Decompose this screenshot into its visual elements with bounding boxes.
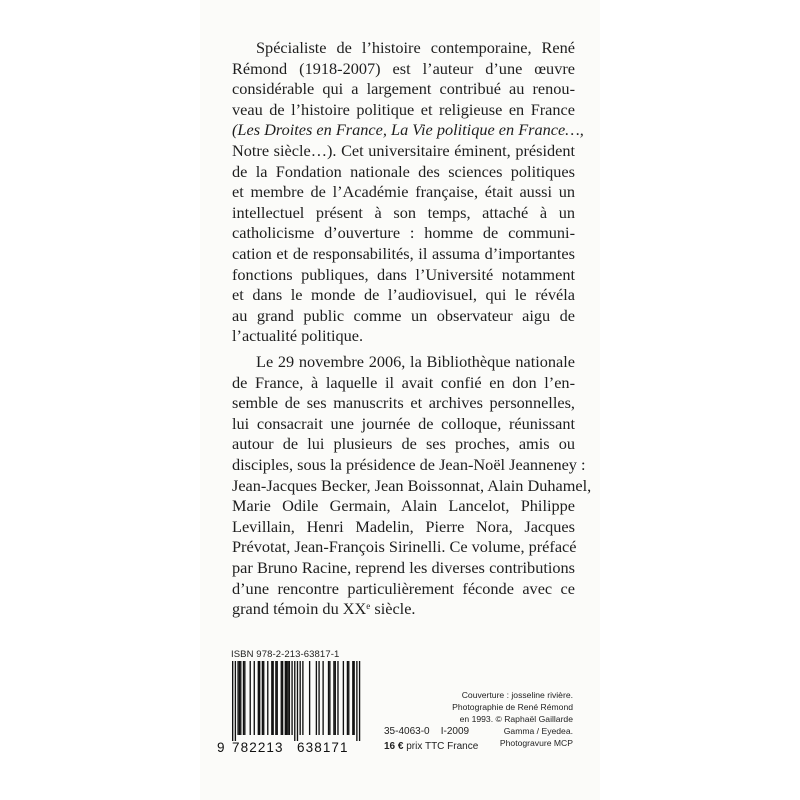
barcode-bar — [235, 661, 236, 741]
colloquium-paragraph — [232, 352, 592, 620]
barcode-bar — [263, 661, 264, 735]
text-line: Spécialiste de l’histoire contemporaine, René — [256, 38, 575, 57]
barcode-bar — [232, 661, 233, 741]
barcode-bar — [240, 661, 241, 735]
text-line: veau de l’histoire politique et religieuse en France — [232, 99, 575, 119]
text-line: Marie Odile Germain, Alain Lancelot, Philippe — [232, 496, 575, 516]
barcode-bar — [329, 661, 330, 735]
text-line: lui consacrait une journée de colloque, réunissant — [232, 413, 575, 433]
barcode-bar — [294, 661, 295, 741]
barcode-bar — [309, 661, 310, 735]
barcode-bar — [356, 661, 357, 741]
text-line: disciples, sous la présidence de Jean-Noël Jeanneney : — [232, 454, 586, 474]
barcode-bar — [316, 661, 317, 735]
price-value: 16 € — [384, 741, 404, 752]
text-line: autour de lui plusieurs de ses proches, amis ou — [232, 434, 575, 454]
barcode-bar — [328, 661, 329, 735]
text-line: semble de ses manuscrits et archives personnelles, — [232, 393, 575, 413]
text-line-last — [232, 599, 575, 620]
barcode-bar — [352, 661, 353, 735]
barcode-bar — [337, 661, 338, 735]
credit-line: Photographie de René Rémond — [452, 702, 573, 713]
biography-paragraph — [232, 38, 584, 347]
reference-code: 35-4063-0 — [384, 726, 430, 737]
barcode-bar — [291, 661, 292, 735]
barcode-first-digit: 9 — [217, 740, 225, 755]
barcode-bar — [271, 661, 272, 735]
barcode-bar — [267, 661, 268, 735]
barcode-bar — [343, 661, 344, 735]
barcode-bar — [243, 661, 244, 735]
barcode-bar — [239, 661, 240, 735]
barcode-bar — [335, 661, 336, 735]
text-fragment: siècle. — [370, 599, 416, 619]
text-line: Notre siècle…). Cet universitaire éminent, président — [232, 140, 575, 160]
century-superscript: e — [366, 601, 371, 612]
barcode-bar — [273, 661, 274, 735]
barcode-bar — [286, 661, 287, 735]
text-line: intellectuel présent à son temps, attaché à un — [232, 202, 575, 222]
barcode-bar — [277, 661, 278, 735]
barcode-bar — [250, 661, 251, 735]
barcode-bar — [300, 661, 301, 735]
barcode-bar — [322, 661, 323, 735]
barcode-bar — [244, 661, 245, 735]
text-line: d’une rencontre particulièrement féconde avec ce — [232, 578, 575, 598]
barcode-bar — [302, 661, 303, 735]
barcode-bar — [237, 661, 238, 735]
text-line-italic — [232, 120, 584, 141]
text-fragment: grand témoin du XX — [232, 599, 367, 619]
barcode-bar — [258, 661, 259, 735]
italic-titles: (Les Droites en France, La Vie politique en France…, — [232, 120, 584, 140]
text-line: Levillain, Henri Madelin, Pierre Nora, Jacques — [232, 516, 575, 536]
text-line: Rémond (1918-2007) est l’auteur d’une œuvre — [232, 58, 575, 78]
text-line: catholicisme d’ouverture : homme de communi- — [232, 223, 575, 243]
text-line: Le 29 novembre 2006, la Bibliothèque nationale — [256, 352, 575, 371]
barcode-bar — [347, 661, 348, 735]
text-line: considérable qui a largement contribué au renou- — [232, 79, 575, 99]
barcode-bar — [318, 661, 319, 735]
text-line: et membre de l’Académie française, était aussi un — [232, 182, 575, 202]
barcode-bar — [275, 661, 276, 735]
barcode-bar — [254, 661, 255, 735]
price-label: prix TTC France — [403, 741, 479, 752]
barcode-right-digits: 638171 — [297, 740, 349, 755]
text-line: par Bruno Racine, reprend les diverses contributions — [232, 557, 575, 577]
barcode-bar — [297, 661, 298, 741]
barcode-bar — [287, 661, 288, 735]
text-line: de la Fondation nationale des sciences politiques — [232, 161, 575, 181]
credit-line: Photogravure MCP — [499, 738, 573, 749]
barcode-bar — [359, 661, 360, 741]
barcode-left-digits: 782213 — [232, 740, 284, 755]
isbn-label: ISBN 978-2-213-63817-1 — [231, 649, 340, 660]
barcode-bar — [282, 661, 283, 735]
credit-line: Couverture : josseline rivière. — [461, 690, 573, 700]
text-line: Prévotat, Jean-François Sirinelli. Ce volume, préfacé — [232, 537, 577, 557]
barcode-bar — [281, 661, 282, 735]
barcode-bar — [348, 661, 349, 735]
text-line: et dans le monde de l’audiovisuel, qui le révéla — [232, 285, 575, 305]
credit-line: Gamma / Eyedea. — [503, 726, 573, 737]
barcode-bar — [354, 661, 355, 735]
credit-line: en 1993. © Raphaël Gaillarde — [459, 714, 573, 725]
text-line: Jean-Jacques Becker, Jean Boissonnat, Alain Duhamel, — [232, 475, 592, 495]
barcode-bar — [333, 661, 334, 735]
text-line: de France, à laquelle il avait confié en don l’en- — [232, 372, 575, 392]
edition-code: I-2009 — [440, 726, 470, 737]
text-line: l’actualité politique. — [232, 326, 364, 346]
barcode-bar — [289, 661, 290, 735]
barcode-bar — [262, 661, 263, 735]
photo-credits — [440, 689, 573, 749]
text-line: cation et de responsabilités, il assuma d’importantes — [232, 243, 575, 263]
barcode-bars — [226, 661, 366, 741]
text-line: au grand public comme un observateur aigu de — [232, 305, 575, 325]
barcode-bar — [259, 661, 260, 735]
text-line: fonctions publiques, dans l’Université notamment — [232, 264, 575, 284]
barcode-bar — [285, 661, 286, 735]
